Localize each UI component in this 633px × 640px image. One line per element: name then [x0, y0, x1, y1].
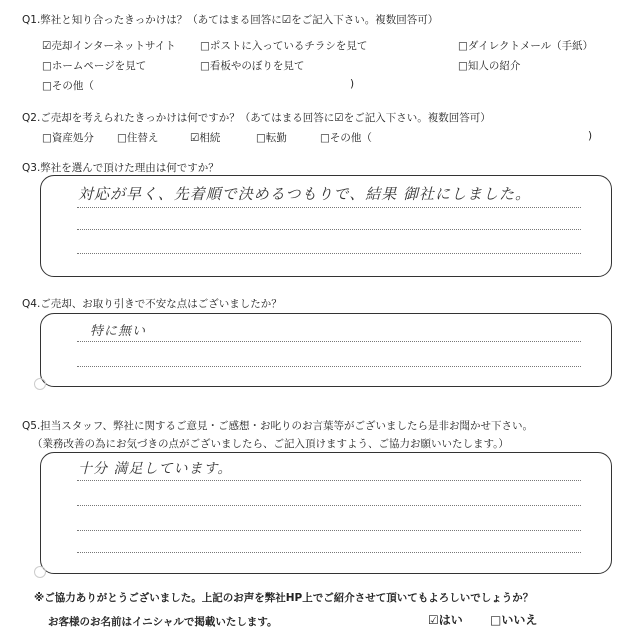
- q5-note: （業務改善の為にお気づきの点がございましたら、ご記入頂けますよう、ご協力お願いいたします。）: [32, 438, 509, 450]
- ruled-line: [77, 366, 581, 367]
- q1-option-internet[interactable]: ☑売却インターネットサイト: [42, 40, 176, 52]
- ruled-line: [77, 341, 581, 342]
- q2-option-other[interactable]: □その他（: [320, 132, 372, 144]
- q1-option-other[interactable]: □その他（: [42, 80, 94, 92]
- q2-option-inheritance[interactable]: ☑相続: [190, 132, 221, 144]
- q3-question: Q3.弊社を選んで頂けた理由は何ですか？: [22, 162, 219, 174]
- binder-hole-mark: [34, 378, 46, 390]
- q2-option-asset[interactable]: □資産処分: [42, 132, 94, 144]
- q1-option-other-close: ): [350, 78, 355, 90]
- footer-thanks: ※ご協力ありがとうございました。上記のお声を弊社HP上でご紹介させて頂いてもよろしいでしょうか？: [34, 592, 534, 604]
- q4-question: Q4.ご売却、お取り引きで不安な点はございましたか？: [22, 298, 282, 310]
- ruled-line: [77, 480, 581, 481]
- q2-option-other-close: ): [588, 130, 593, 142]
- q4-handwritten-answer: 特に無い: [90, 324, 147, 339]
- q2-option-transfer[interactable]: □転勤: [256, 132, 287, 144]
- q5-handwritten-answer: 十分 満足しています。: [78, 461, 233, 477]
- q2-question: Q2.ご売却を考えられたきっかけは何ですか？（あてはまる回答に☑をご記入下さい。複数回答可）: [22, 112, 491, 124]
- footer-no-checkbox[interactable]: □いいえ: [490, 613, 538, 627]
- ruled-line: [77, 505, 581, 506]
- ruled-line: [77, 253, 581, 254]
- q2-option-relocation[interactable]: □住替え: [117, 132, 159, 144]
- q3-handwritten-answer: 対応が早く、先着順で決めるつもりで、結果 御社にしました。: [78, 185, 532, 203]
- q5-question: Q5.担当スタッフ、弊社に関するご意見・ご感想・お叱りのお言葉等がございましたら是非お聞かせ下さい。: [22, 420, 533, 432]
- binder-hole-mark: [34, 566, 46, 578]
- q1-question: Q1.弊社と知り合ったきっかけは？（あてはまる回答に☑をご記入下さい。複数回答可）: [22, 14, 439, 26]
- ruled-line: [77, 229, 581, 230]
- q1-option-direct-mail[interactable]: □ダイレクトメール（手紙）: [458, 40, 594, 52]
- ruled-line: [77, 530, 581, 531]
- ruled-line: [77, 207, 581, 208]
- q1-option-homepage[interactable]: □ホームページを見て: [42, 60, 147, 72]
- footer-yes-checkbox[interactable]: ☑はい: [428, 613, 463, 627]
- q1-option-acquaintance[interactable]: □知人の紹介: [458, 60, 521, 72]
- ruled-line: [77, 552, 581, 553]
- q1-option-signboard[interactable]: □看板やのぼりを見て: [200, 60, 305, 72]
- footer-initial-note: お客様のお名前はイニシャルで掲載いたします。: [48, 616, 278, 628]
- q1-option-flyer[interactable]: □ポストに入っているチラシを見て: [200, 40, 368, 52]
